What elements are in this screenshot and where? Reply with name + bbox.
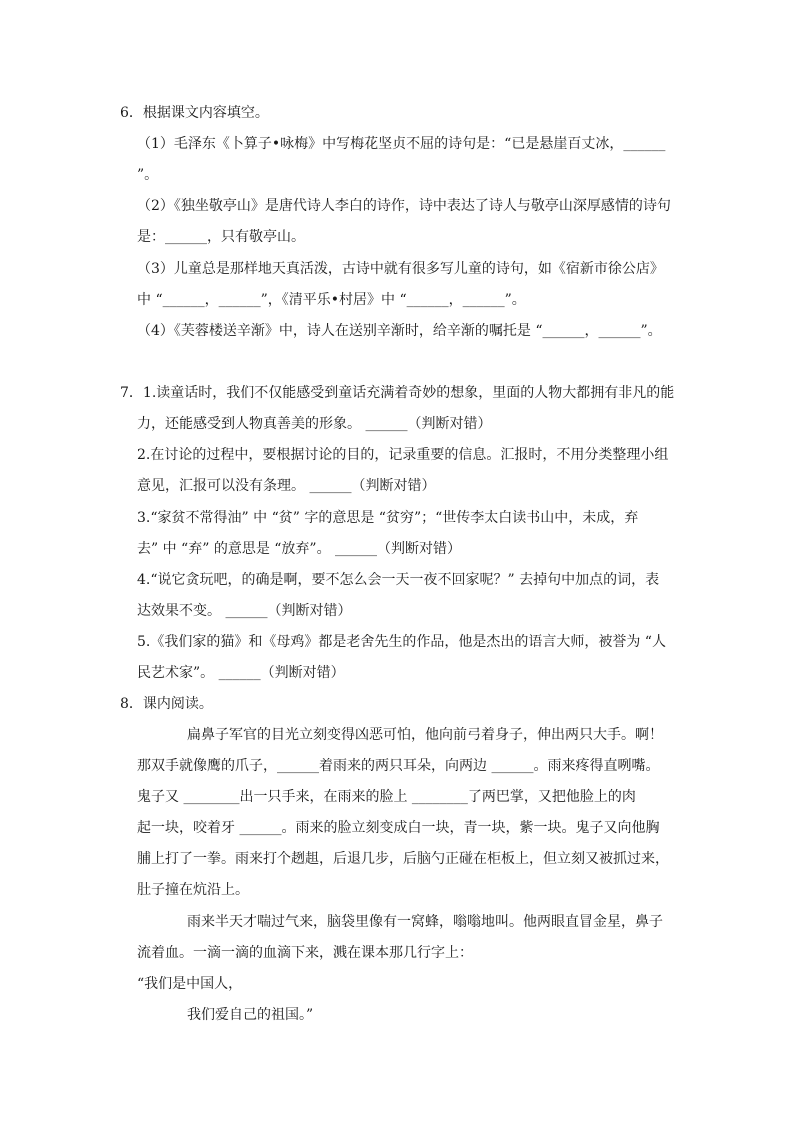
question-6-title: 6．根据课文内容填空。 xyxy=(120,105,269,121)
passage-line-4: 起一块，咬着牙 ______。雨来的脸立刻变成白一块，青一块，紫一块。鬼子又向他胸 xyxy=(137,820,660,836)
passage-line-3: 鬼子又 ________出一只手来，在雨来的脸上 ________了两巴掌，又把他脸上的肉 xyxy=(137,789,636,805)
q6-line-4: 是：______，只有敬亭山。 xyxy=(137,229,305,245)
q6-line-6: 中 “______，______”，《清平乐•村居》中 “______，______”。 xyxy=(137,292,526,308)
passage-line-10: 我们爱自己的祖国。” xyxy=(187,1007,314,1023)
passage-line-1: 扁鼻子军官的目光立刻变得凶恶可怕，他向前弓着身子，伸出两只大手。啊！ xyxy=(187,727,663,743)
q7-line-9: 5.《我们家的猫》和《母鸡》都是老舍先生的作品，他是杰出的语言大师，被誉为 “人 xyxy=(137,634,666,650)
q7-line-5: 3.“家贫不常得油” 中 “贫” 字的意思是 “贫穷”；“世传李太白读书山中，未成，弃 xyxy=(137,510,639,526)
passage-line-2: 那双手就像鹰的爪子，______着雨来的两只耳朵，向两边 ______。雨来疼得直咧嘴。 xyxy=(137,758,660,774)
q6-line-3: （2）《独坐敬亭山》是唐代诗人李白的诗作，诗中表达了诗人与敬亭山深厚感情的诗句 xyxy=(137,198,671,214)
q7-line-2: 力，还能感受到人物真善美的形象。 ______（判断对错） xyxy=(137,416,492,432)
passage-line-5: 脯上打了一拳。雨来打个趔趄，后退几步，后脑勺正碰在柜板上，但立刻又被抓过来， xyxy=(137,851,669,867)
q7-line-3: 2.在讨论的过程中，要根据讨论的目的，记录重要的信息。汇报时，不用分类整理小组 xyxy=(137,447,669,463)
q7-line-10: 民艺术家”。 ______（判断对错） xyxy=(137,665,345,681)
q6-line-7: （4）《芙蓉楼送辛渐》中，诗人在送别辛渐时，给辛渐的嘱托是 “______，______”。 xyxy=(137,323,662,339)
q7-line-6: 去” 中 “弃” 的意思是 “放弃”。 ______（判断对错） xyxy=(137,541,462,557)
q6-line-1: （1）毛泽东《卜算子•咏梅》中写梅花坚贞不屈的诗句是：“已是悬崖百丈冰，______ xyxy=(137,136,666,152)
q7-line-1: 7．1.读童话时，我们不仅能感受到童话充满着奇妙的想象，里面的人物大都拥有非凡的能 xyxy=(120,385,675,401)
passage-line-6: 肚子撞在炕沿上。 xyxy=(137,882,249,898)
passage-line-9: “我们是中国人， xyxy=(137,976,243,992)
q7-line-4: 意见，汇报可以没有条理。 ______（判断对错） xyxy=(137,478,436,494)
q7-line-8: 达效果不变。 ______（判断对错） xyxy=(137,603,352,619)
passage-line-8: 流着血。一滴一滴的血滴下来，溅在课本那几行字上： xyxy=(137,945,473,961)
question-8-title: 8．课内阅读。 xyxy=(120,696,213,712)
q6-line-2: ”。 xyxy=(137,167,159,183)
q6-line-5: （3）儿童总是那样地天真活泼，古诗中就有很多写儿童的诗句，如《宿新市徐公店》 xyxy=(137,261,664,277)
passage-line-7: 雨来半天才喘过气来，脑袋里像有一窝蜂，嗡嗡地叫。他两眼直冒金星，鼻子 xyxy=(187,914,663,930)
q7-line-7: 4.“说它贪玩吧，的确是啊，要不怎么会一天一夜不回家呢？” 去掉句中加点的词，表 xyxy=(137,572,660,588)
